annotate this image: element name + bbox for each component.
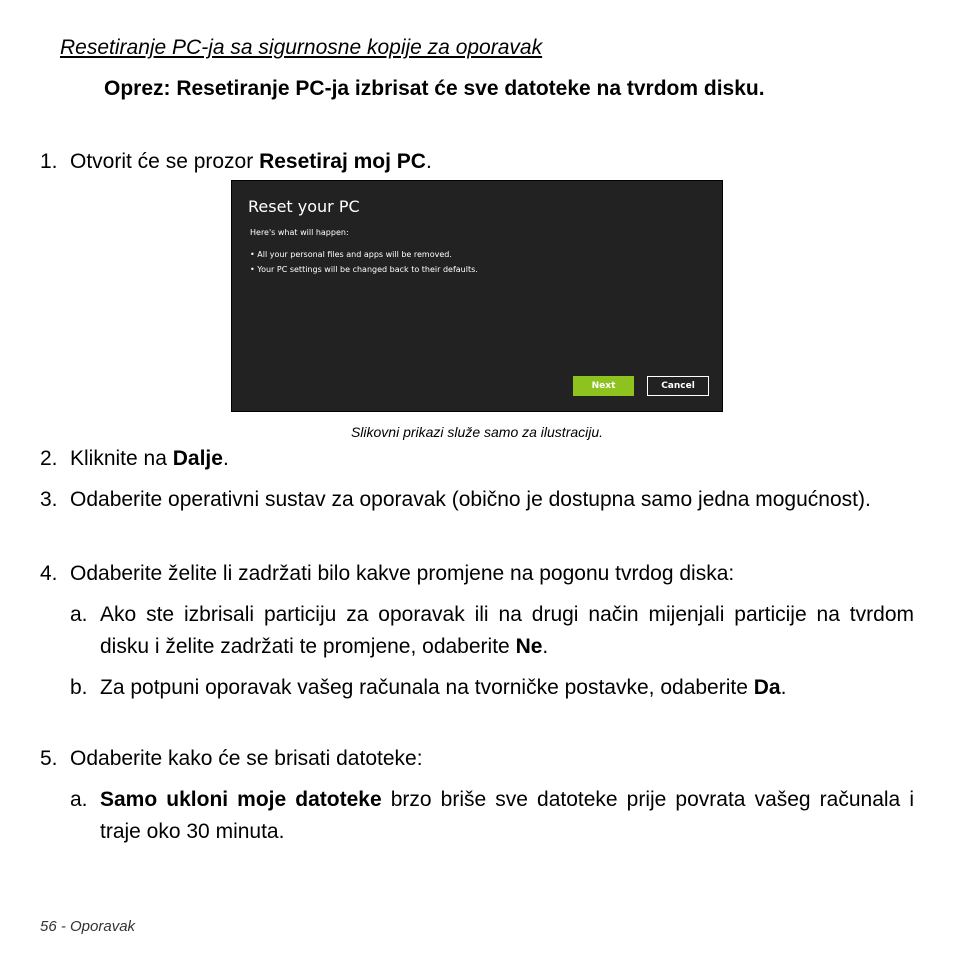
cancel-button[interactable]: Cancel bbox=[647, 376, 709, 396]
step-number: 5. bbox=[40, 747, 58, 770]
sub-step-letter: a. bbox=[70, 788, 88, 811]
caution-note: Oprez: Resetiranje PC-ja izbrisat će sve datoteke na tvrdom disku. bbox=[104, 77, 765, 100]
image-caption: Slikovni prikazi služe samo za ilustraciju. bbox=[350, 424, 604, 440]
step-number: 1. bbox=[40, 150, 58, 173]
reset-dialog-bullet: • Your PC settings will be changed back to their defaults. bbox=[250, 265, 478, 274]
step-text: Kliknite na Dalje. bbox=[70, 447, 229, 470]
step-text: Odaberite želite li zadržati bilo kakve promjene na pogonu tvrdog diska: bbox=[70, 562, 735, 585]
next-button[interactable]: Next bbox=[573, 376, 634, 396]
sub-step-letter: b. bbox=[70, 676, 88, 699]
step-text: Odaberite operativni sustav za oporavak (obično je dostupna samo jedna mogućnost). bbox=[70, 488, 871, 511]
reset-dialog-bullet: • All your personal files and apps will be removed. bbox=[250, 250, 452, 259]
step-text: Odaberite kako će se brisati datoteke: bbox=[70, 747, 423, 770]
sub-step-letter: a. bbox=[70, 603, 88, 626]
sub-step-text: Samo ukloni moje datoteke brzo briše sve datoteke prije povrata vašeg računala i traje oko 30 minuta. bbox=[100, 788, 914, 843]
section-heading: Resetiranje PC-ja sa sigurnosne kopije za oporavak bbox=[60, 36, 543, 59]
page-footer: 56 - Oporavak bbox=[40, 918, 136, 935]
step-text: Otvorit će se prozor Resetiraj moj PC. bbox=[70, 150, 432, 173]
reset-dialog-subtitle: Here's what will happen: bbox=[250, 228, 349, 237]
step-number: 4. bbox=[40, 562, 58, 585]
step-number: 3. bbox=[40, 488, 58, 511]
sub-step-text: Za potpuni oporavak vašeg računala na tvorničke postavke, odaberite Da. bbox=[100, 676, 787, 699]
reset-dialog-title: Reset your PC bbox=[248, 197, 360, 216]
reset-pc-screenshot bbox=[231, 180, 723, 412]
sub-step-text: Ako ste izbrisali particiju za oporavak ili na drugi način mijenjali particije na tvrdom disku i želite zadržati te promjene, odaberite Ne. bbox=[100, 603, 914, 658]
step-number: 2. bbox=[40, 447, 58, 470]
